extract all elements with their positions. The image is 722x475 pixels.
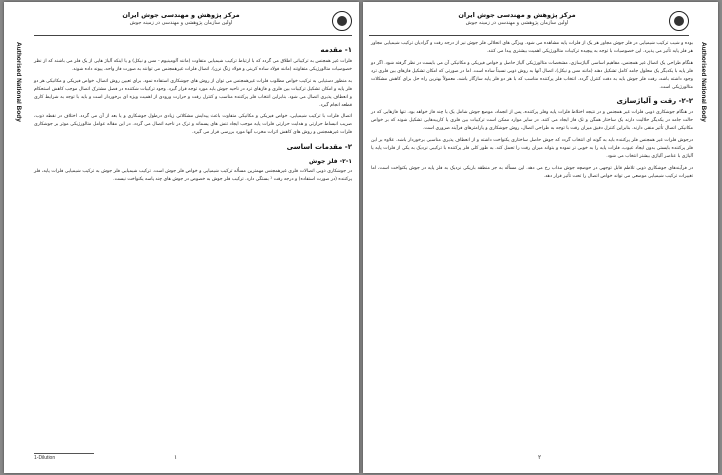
organization-logo-icon [332,11,352,31]
right-page [363,2,718,473]
header-divider [369,35,689,36]
paragraph: در فرآیندهای جوشکاری ذوبی تلاطم قابل توجهی در حوضچه جوش مذاب رخ می دهد. این مسأله به جز منطقه باریکی نزدیک به فلز پایه در جوش یکنواخت است، اما تغییرات ترکیب شیمیایی موضعی می تواند خواص اتصال را تحت تأثیر قرار دهد. [371,165,693,179]
left-page-body [34,40,352,188]
running-head: Authorised National Body [15,42,22,122]
left-page [4,2,359,473]
footnote-divider [34,453,94,454]
paragraph: درجوش فلزات غیر همجنس فلز پرکننده باید به گونه ای انتخاب گردد که جوش حاصل ساختاری یکنواخت داشته و از انعطاف پذیری مناسبی برخوردار باشد. علاوه بر این فلز پرکننده بایستی بدون ایجاد عیوب، فلزات پایه را به خوبی تر نموده و بتواند میزان رقت را تحمل کند. به طور کلی فلز پرکننده با ترکیبی نزدیک به یکی از فلزات پایه یا آلیاژی با عناصر آلیاژی بیشتر انتخاب می شود. [371,138,693,159]
page-number: ۱ [174,454,178,461]
header-title: مرکز پژوهش و مهندسی جوش ایران [458,11,576,19]
page-number: ۲ [538,454,542,461]
running-head: Authorised National Body [700,42,707,122]
page-header [369,11,689,35]
subsection-heading: ۲-۱- فلز جوش [309,158,352,166]
section-heading: ۱- مقدمه [320,46,352,54]
paragraph: هنگام طراحی یک اتصال غیر همجنس، مفاهیم اساسی آلیاژسازی، مشخصات متالورژیکی آلیاژ حاصل و خواص فیزیکی و مکانیکی آن می بایست در نظر گرفته شود. اگر دو فلز پایه با یکدیگر یک محلول جامد کامل تشکیل دهند (مانند مس و نیکل)، اتصال آنها به روش ذوبی نسبتاً ساده است. اما در صورتی که امکان تشکیل فازهای بین فلزی ترد وجود داشته باشد، رقت فلز جوش باید به دقت کنترل گردد. انتخاب فلز پرکننده مناسب که با هر دو فلز پایه سازگار باشد، معمولاً بهترین راه حل برای کاهش مشکلات متالورژیکی است. [371,60,693,90]
paragraph: اتصال فلزات با ترکیب شیمیایی، خواص فیزیکی و مکانیکی متفاوت باعث پیدایش مشکلاتی زیادی درطول جوشکاری و یا بعد از آن می گردد. اختلاف در نقطه ذوب، ضریب انبساط حرارتی و هدایت حرارتی فلزات پایه موجب ایجاد تنش های پسماند و ترک در ناحیه اتصال می گردد. در این مقاله عوامل متالورژیکی موثر بر جوشکاری فلزات غیرهمجنس و روش های کاهش اثرات مخرب آنها مورد بررسی قرار می گیرد. [34,114,352,136]
header-divider [34,35,352,36]
paragraph: در جوشکاری ذوبی اتصالات فلزی غیرهمجنس مهمترین مسأله ترکیب شیمیایی و خواص فلز جوش است. ترکیب شیمیایی فلز جوش به ترکیب شیمیایی فلزات پایه، فلز پرکننده (در صورت استفاده) و درجه رقت ¹ بستگی دارد. ترکیب فلز جوش به خصوص در جوش های چند پاسه یکنواخت نیست. [34,169,352,183]
paragraph: فلزات غیر همجنس به ترکیباتی اطلاق می گردد که با ارتباط ترکیب شیمیایی متفاوت (مانند آلومینیوم - مس و نیکل) و یا اینکه آلیاژ هایی از یک فلز می باشند که از نظر خصوصیات متالورژیکی متفاوتند (مانند فولاد ساده کربنی و فولاد زنگ نزن). اتصال فلزات غیرهمجنس می توانند به صورت فاز واحد، پیوند داده شوند. [34,59,352,72]
paragraph: در هنگام جوشکاری ذوبی فلزات غیر همجنس و در نتیجه اختلاط فلزات پایه وفلز پرکننده، پس از انجماد، موضع جوش شامل یک یا چند فاز خواهد بود. تنها فازهایی که در حالت جامد در یکدیگر حلالیت دارند یک ساختار همگن و تک فاز ایجاد می کنند. در سایر موارد ممکن است ترکیبات بین فلزی یا کاربیدهایی تشکیل شوند که بر خواص مکانیکی اتصال تأثیر منفی دارند. بنابراین کنترل دقیق میزان رقت با توجه به طراحی اتصال، روش جوشکاری و پارامترهای فرآیند ضروری است. [371,110,693,132]
page-header [34,11,352,35]
right-page-body [371,40,693,185]
paragraph: بوده و شیب ترکیب شیمیایی در فلز جوش مجاور هر یک از فلزات پایه مشاهده می شود. ویژگی های انحلالی فلز جوش نیز از درجه رقت و گرادیان ترکیب شیمیایی مجاور هر فلز پایه تأثیر می پذیرد. این خصوصیات با توجه به پیچیده ترکیبات متالورژیکی اهمیت بیشتری پیدا می کنند. [371,41,693,54]
footnote: 1-Dilution [34,455,56,461]
header-subtitle: اولین سازمان پژوهشی و مهندسی در زمینه جوش [129,20,233,26]
section-heading: ۲- مقدمات اساسی [286,143,352,152]
organization-logo-icon [669,11,689,31]
section-heading: ۲-۲- رقت و آلیاژسازی [616,97,693,106]
paragraph: به منظور دستیابی به ترکیب خواص مطلوب فلزات غیرهمجنس می توان از روش های جوشکاری استفاده نمود. برای تعیین روش اتصال، خواص فیزیکی و مکانیکی هر دو فلز پایه و امکان تشکیل ترکیبات بین فلزی و فازهای ترد در ناحیه جوش باید مورد توجه قرار گیرد. وجود ترکیبات شکننده در فصل مشترک اتصال موجب کاهش استحکام و انعطاف پذیری اتصال می شود. بنابراین انتخاب فلز پرکننده مناسب و کنترل رقت و حرارت ورودی از اهمیت ویژه ای برخوردار است و باید با توجه به شرایط کاری قطعه انجام گیرد. [34,78,352,108]
header-title: مرکز پژوهش و مهندسی جوش ایران [122,11,240,19]
header-subtitle: اولین سازمان پژوهشی و مهندسی در زمینه جوش [465,20,569,26]
